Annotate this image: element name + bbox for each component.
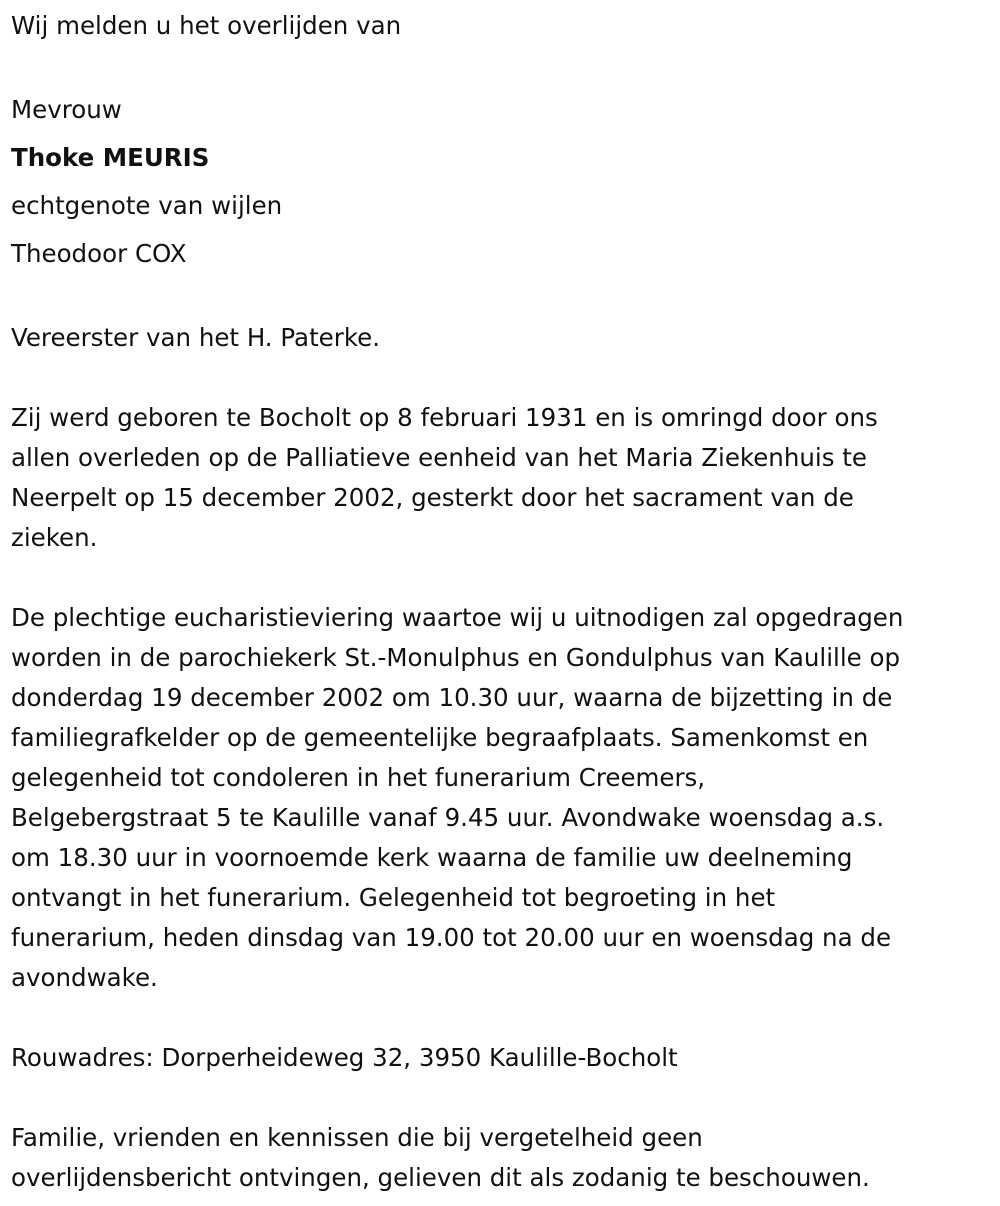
relation-text: echtgenote van wijlen (11, 191, 283, 220)
paragraph-line: gelegenheid tot condoleren in het funerarium Creemers, (11, 763, 706, 792)
paragraph-line: om 18.30 uur in voornoemde kerk waarna de familie uw deelneming (11, 843, 853, 872)
service-paragraph (11, 598, 991, 998)
paragraph-line: Zij werd geboren te Bocholt op 8 februari 1931 en is omringd door ons (11, 403, 878, 432)
paragraph-line: Neerpelt op 15 december 2002, gesterkt door het sacrament van de (11, 483, 854, 512)
salutation: Mevrouw (11, 95, 122, 124)
paragraph-line: avondwake. (11, 963, 158, 992)
closing-paragraph (11, 1118, 991, 1198)
paragraph-line: Familie, vrienden en kennissen die bij vergetelheid geen (11, 1123, 703, 1152)
paragraph-line: De plechtige eucharistieviering waartoe wij u uitnodigen zal opgedragen (11, 603, 904, 632)
paragraph-line: Belgebergstraat 5 te Kaulille vanaf 9.45 uur. Avondwake woensdag a.s. (11, 803, 885, 832)
deceased-name: Thoke MEURIS (11, 143, 210, 172)
paragraph-line: familiegrafkelder op de gemeentelijke begraafplaats. Samenkomst en (11, 723, 869, 752)
spouse-name: Theodoor COX (11, 239, 187, 268)
birth-death-paragraph (11, 398, 991, 558)
paragraph-line: worden in de parochiekerk St.-Monulphus en Gondulphus van Kaulille op (11, 643, 901, 672)
obituary-notice (11, 6, 991, 1198)
deceased-block (11, 86, 991, 278)
paragraph-line: funerarium, heden dinsdag van 19.00 tot 20.00 uur en woensdag na de (11, 923, 892, 952)
paragraph-line: donderdag 19 december 2002 om 10.30 uur, waarna de bijzetting in de (11, 683, 893, 712)
paragraph-line: zieken. (11, 523, 98, 552)
paragraph-line: overlijdensbericht ontvingen, gelieven dit als zodanig te beschouwen. (11, 1163, 870, 1192)
mourning-address: Rouwadres: Dorperheideweg 32, 3950 Kaulille-Bocholt (11, 1043, 678, 1072)
paragraph-line: allen overleden op de Palliatieve eenheid van het Maria Ziekenhuis te (11, 443, 867, 472)
paragraph-line: ontvangt in het funerarium. Gelegenheid tot begroeting in het (11, 883, 776, 912)
honor-text: Vereerster van het H. Paterke. (11, 323, 380, 352)
intro-text: Wij melden u het overlijden van (11, 11, 402, 40)
